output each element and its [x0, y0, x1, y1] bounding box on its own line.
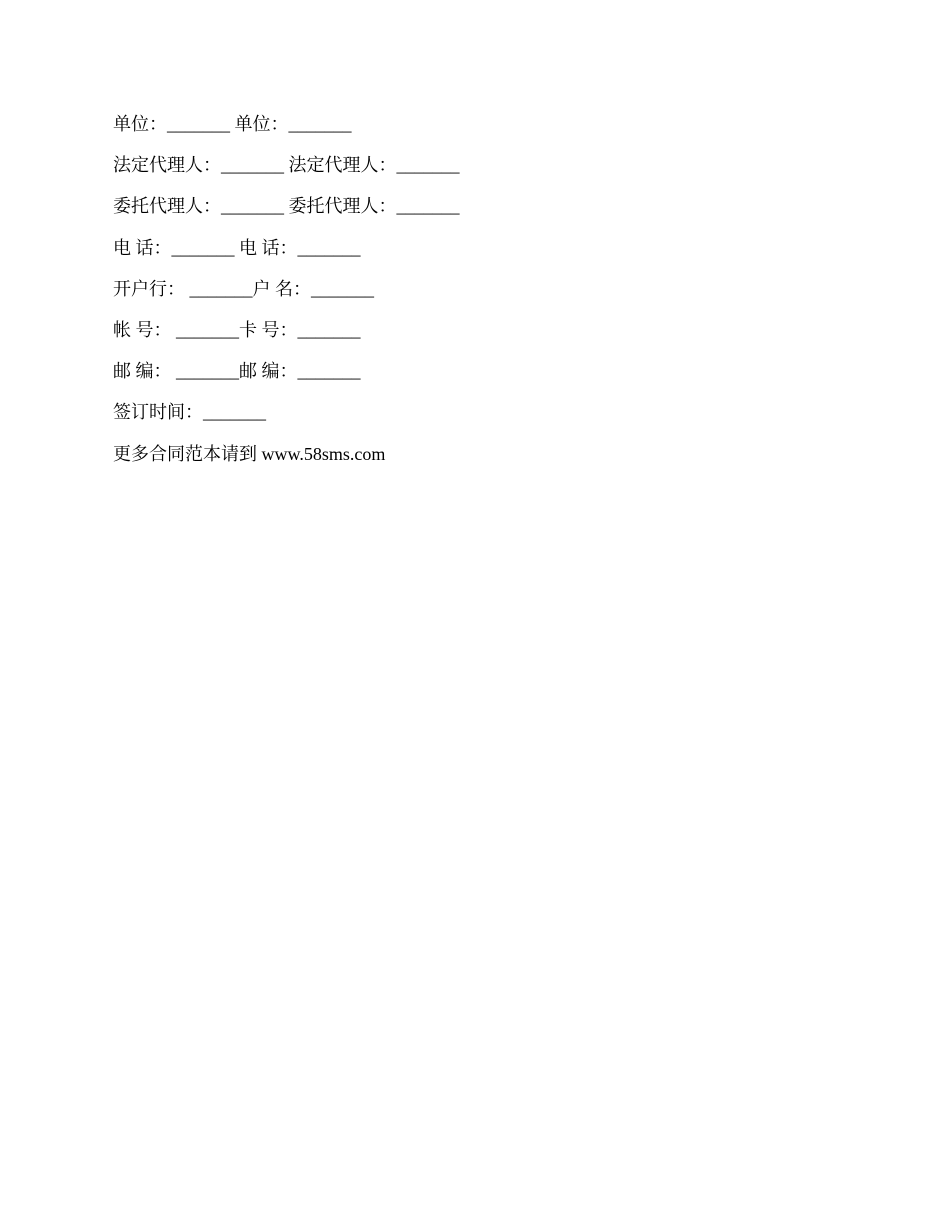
authorized-agent-line: 委托代理人：_______ 委托代理人：_______	[113, 196, 460, 217]
signature-block	[113, 112, 853, 483]
postal-code-line: 邮 编： _______邮 编：_______	[113, 361, 361, 382]
legal-representative-line: 法定代理人：_______ 法定代理人：_______	[113, 155, 460, 176]
phone-line: 电 话：_______ 电 话：_______	[113, 237, 361, 258]
bank-account-name-line: 开户行： _______户 名：_______	[113, 278, 374, 299]
unit-line: 单位：_______ 单位：_______	[113, 114, 352, 134]
footer-website-line: 更多合同范本请到 www.58sms.com	[113, 443, 386, 464]
account-card-number-line: 帐 号： _______卡 号：_______	[113, 319, 361, 340]
signing-date-line: 签订时间：_______	[113, 402, 266, 423]
